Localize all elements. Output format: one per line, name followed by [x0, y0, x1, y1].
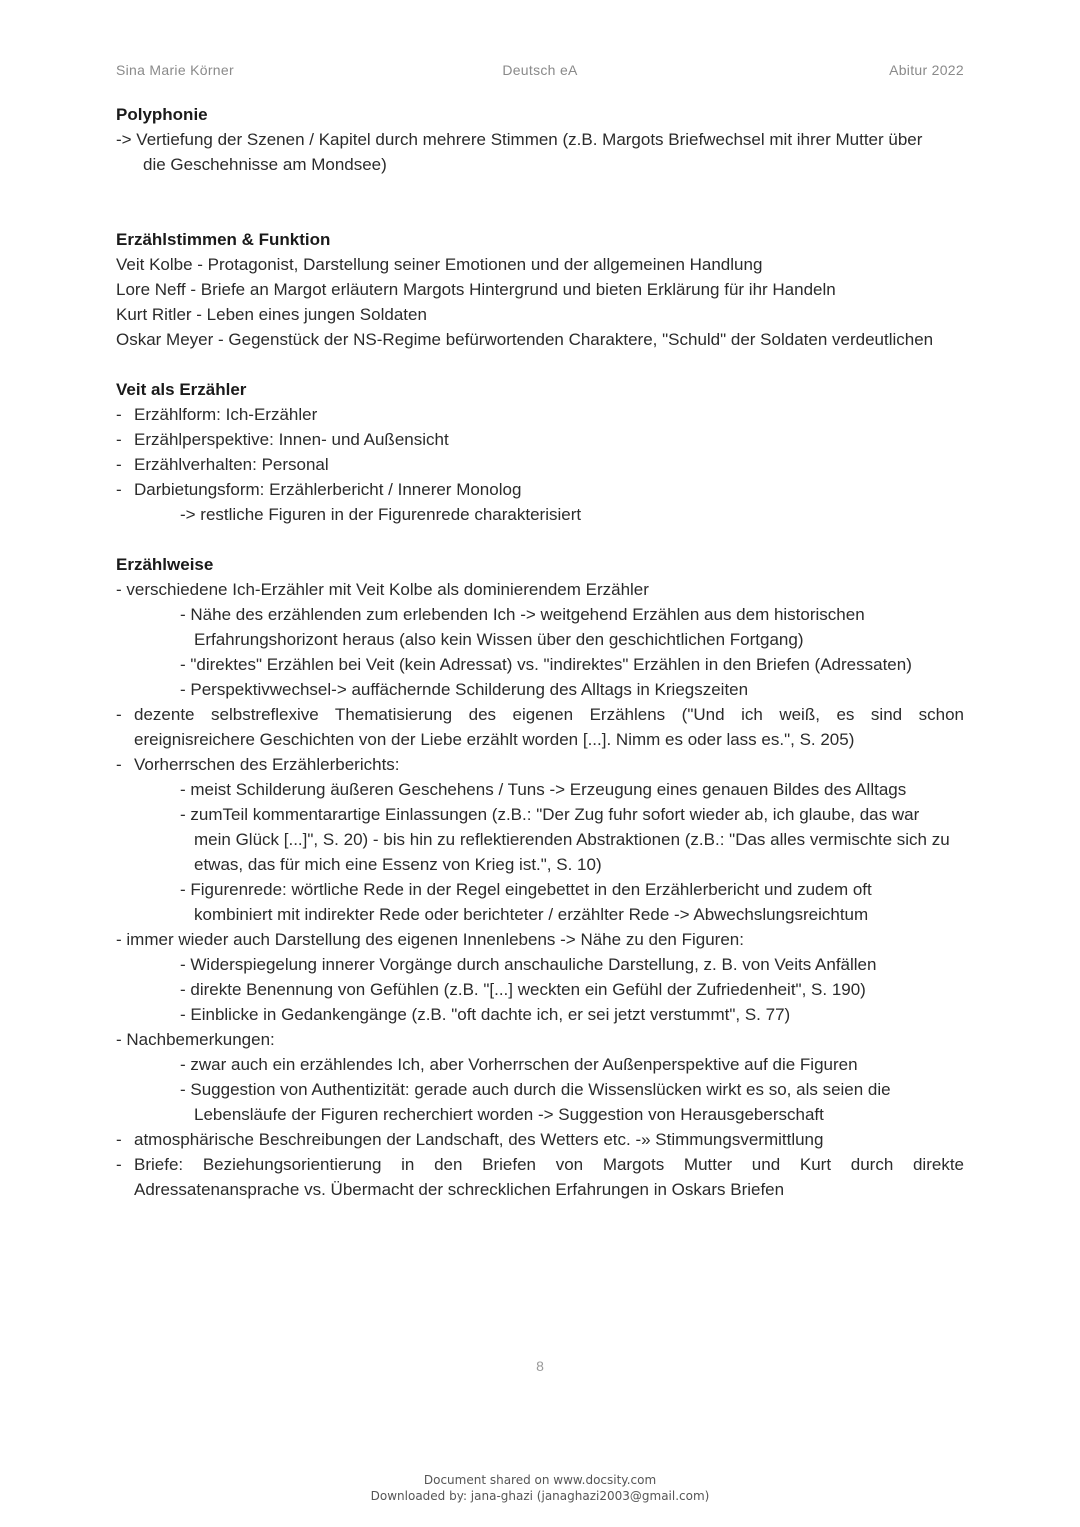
footer-shared: Document shared on www.docsity.com — [423, 1473, 657, 1487]
weise-subline: - direkte Benennung von Gefühlen (z.B. "[...] weckten ein Gefühl der Zufriedenheit", S. 190) — [180, 980, 866, 999]
veit-list-item: - Erzählperspektive: Innen- und Außensicht — [116, 430, 449, 449]
weise-subline-cont: etwas, das für mich eine Essenz von Krieg ist.", S. 10) — [194, 855, 602, 874]
veit-note: -> restliche Figuren in der Figurenrede charakterisiert — [180, 505, 582, 524]
header-exam: Abitur 2022 — [889, 62, 964, 78]
veit-list-text: Erzählverhalten: Personal — [134, 455, 329, 474]
section-heading-veit: Veit als Erzähler — [116, 380, 247, 399]
page-number: 8 — [536, 1358, 544, 1374]
weise-subline-cont: Erfahrungshorizont heraus (also kein Wissen über den geschichtlichen Fortgang) — [194, 630, 804, 649]
weise-line: - Nachbemerkungen: — [116, 1030, 275, 1049]
weise-list-text: dezente selbstreflexive Thematisierung des eigenen Erzählens ("Und ich weiß, es sind schon — [134, 705, 964, 724]
polyphonie-text: -> Vertiefung der Szenen / Kapitel durch mehrere Stimmen (z.B. Margots Briefwechsel mit ihrer Mutter über — [116, 130, 923, 149]
weise-subline-cont: Lebensläufe der Figuren recherchiert worden -> Suggestion von Herausgeberschaft — [194, 1105, 824, 1124]
weise-list-text: atmosphärische Beschreibungen der Landschaft, des Wetters etc. -» Stimmungsvermittlung — [134, 1130, 824, 1149]
weise-subline: - zwar auch ein erzählendes Ich, aber Vorherrschen der Außenperspektive auf die Figuren — [180, 1055, 858, 1074]
weise-subline: - zumTeil kommentarartige Einlassungen (z.B.: "Der Zug fuhr sofort wieder ab, ich glaube, das war — [180, 805, 920, 824]
weise-list-text: Vorherrschen des Erzählerberichts: — [134, 755, 400, 774]
veit-list-item: - Erzählverhalten: Personal — [116, 455, 329, 474]
weise-subline: - Nähe des erzählenden zum erlebenden Ich -> weitgehend Erzählen aus dem historischen — [180, 605, 865, 624]
weise-subline: - Widerspiegelung innerer Vorgänge durch anschauliche Darstellung, z. B. von Veits Anfällen — [180, 955, 877, 974]
page-header — [116, 62, 964, 82]
weise-list-item: - Vorherrschen des Erzählerberichts: — [116, 755, 400, 774]
weise-subline: - meist Schilderung äußeren Geschehens / Tuns -> Erzeugung eines genauen Bildes des Alltags — [180, 780, 907, 799]
header-subject: Deutsch eA — [502, 62, 578, 78]
section-heading-polyphonie: Polyphonie — [116, 105, 208, 124]
stimmen-item: Oskar Meyer - Gegenstück der NS-Regime befürwortenden Charaktere, "Schuld" der Soldaten verdeutlichen — [116, 330, 934, 349]
veit-list-item: - Erzählform: Ich-Erzähler — [116, 405, 318, 424]
footer-downloaded: Downloaded by: jana-ghazi (janaghazi2003@gmail.com) — [370, 1489, 710, 1503]
weise-list-item: - atmosphärische Beschreibungen der Landschaft, des Wetters etc. -» Stimmungsvermittlung — [116, 1130, 824, 1149]
header-author: Sina Marie Körner — [116, 62, 234, 78]
weise-list-text: Briefe: Beziehungsorientierung in den Briefen von Margots Mutter und Kurt durch direkte — [134, 1155, 964, 1174]
document-body — [116, 102, 964, 1202]
weise-subline: - Einblicke in Gedankengänge (z.B. "oft dachte ich, er sei jetzt verstummt", S. 77) — [180, 1005, 791, 1024]
weise-list-item-cont — [116, 727, 964, 752]
weise-subline: - Perspektivwechsel-> auffächernde Schilderung des Alltags in Kriegszeiten — [180, 680, 749, 699]
weise-list-item: - dezente selbstreflexive Thematisierung des eigenen Erzählens ("Und ich weiß, es sind schon — [116, 705, 964, 724]
stimmen-item: Kurt Ritler - Leben eines jungen Soldaten — [116, 305, 427, 324]
weise-subline: - Suggestion von Authentizität: gerade auch durch die Wissenslücken wirkt es so, als seien die — [180, 1080, 891, 1099]
weise-subline-cont: mein Glück [...]", S. 20) - bis hin zu reflektierenden Abstraktionen (z.B.: "Das alles vermischte sich zu — [194, 830, 950, 849]
weise-list-text: Adressatenansprache vs. Übermacht der schrecklichen Erfahrungen in Oskars Briefen — [134, 1180, 785, 1199]
weise-list-text: ereignisreichere Geschichten von der Liebe erzählt worden [...]. Nimm es oder lass es.", S. 205) — [134, 730, 855, 749]
polyphonie-text-cont: die Geschehnisse am Mondsee) — [143, 155, 387, 174]
page-footer — [0, 1472, 1080, 1504]
weise-list-item-cont — [116, 1177, 964, 1202]
section-heading-stimmen: Erzählstimmen & Funktion — [116, 230, 331, 249]
weise-line: - immer wieder auch Darstellung des eigenen Innenlebens -> Nähe zu den Figuren: — [116, 930, 744, 949]
weise-list-item: - Briefe: Beziehungsorientierung in den Briefen von Margots Mutter und Kurt durch direkte — [116, 1155, 964, 1174]
weise-subline: - Figurenrede: wörtliche Rede in der Regel eingebettet in den Erzählerbericht und zudem oft — [180, 880, 872, 899]
veit-list-text: Erzählform: Ich-Erzähler — [134, 405, 318, 424]
weise-subline: - "direktes" Erzählen bei Veit (kein Adressat) vs. "indirektes" Erzählen in den Briefen (Adressaten) — [180, 655, 912, 674]
section-heading-erzaehlweise: Erzählweise — [116, 555, 214, 574]
stimmen-item: Lore Neff - Briefe an Margot erläutern Margots Hintergrund und bieten Erklärung für ihr Handeln — [116, 280, 836, 299]
veit-list-text: Darbietungsform: Erzählerbericht / Innerer Monolog — [134, 480, 522, 499]
weise-subline-cont: kombiniert mit indirekter Rede oder berichteter / erzählter Rede -> Abwechslungsreichtum — [194, 905, 869, 924]
veit-list-item: - Darbietungsform: Erzählerbericht / Innerer Monolog — [116, 480, 522, 499]
stimmen-item: Veit Kolbe - Protagonist, Darstellung seiner Emotionen und der allgemeinen Handlung — [116, 255, 763, 274]
veit-list-text: Erzählperspektive: Innen- und Außensicht — [134, 430, 449, 449]
weise-line: - verschiedene Ich-Erzähler mit Veit Kolbe als dominierendem Erzähler — [116, 580, 649, 599]
